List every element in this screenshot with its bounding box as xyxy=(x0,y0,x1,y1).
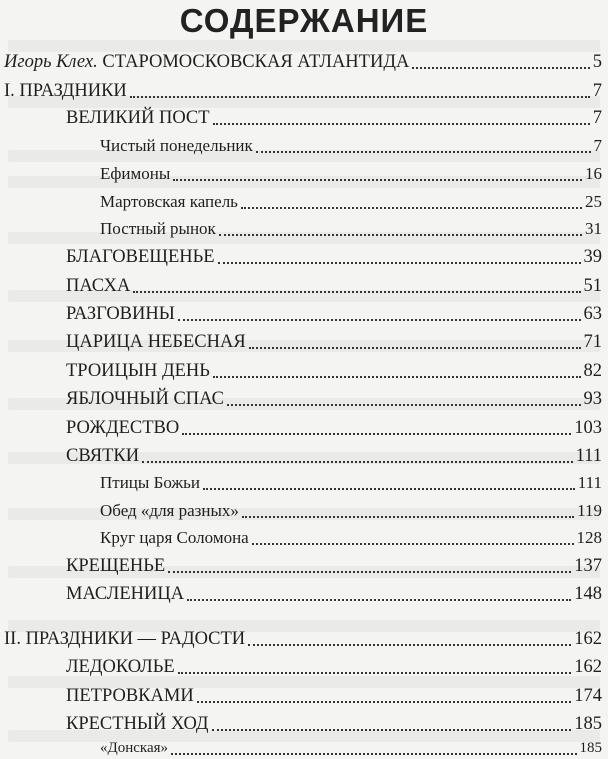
toc-entry-chapter[interactable] xyxy=(66,551,602,577)
dot-leader xyxy=(130,94,590,98)
toc-entry-subchapter[interactable] xyxy=(100,214,602,240)
toc-entry-title: Ефимоны xyxy=(100,164,171,183)
toc-page-number: 5 xyxy=(592,52,602,72)
dot-leader xyxy=(212,727,572,731)
toc-entry-chapter[interactable] xyxy=(66,242,602,268)
dot-leader xyxy=(219,232,582,236)
dot-leader xyxy=(242,514,574,518)
toc-entry-title: СВЯТКИ xyxy=(66,446,140,466)
dot-leader xyxy=(218,260,581,264)
toc-entry-title: БЛАГОВЕЩЕНЬЕ xyxy=(66,247,215,267)
toc-page-number: 119 xyxy=(577,501,602,520)
dot-leader xyxy=(178,317,581,321)
toc-entry-title: Чистый понедельник xyxy=(100,136,253,155)
toc-entry-part-2[interactable] xyxy=(4,624,602,650)
dot-leader xyxy=(249,345,581,349)
toc-entry-title: Игорь Клех. СТАРОМОСКОВСКАЯ АТЛАНТИДА xyxy=(4,52,410,72)
dot-leader xyxy=(203,486,575,490)
toc-page-number: 128 xyxy=(576,528,602,547)
toc-entry-chapter[interactable] xyxy=(66,681,602,707)
toc-entry-chapter[interactable] xyxy=(66,384,602,410)
toc-page-number: 25 xyxy=(585,192,602,211)
toc-entry-chapter[interactable] xyxy=(66,356,602,382)
toc-page-number: 7 xyxy=(593,136,602,155)
toc-entry-title: КРЕСТНЫЙ ХОД xyxy=(66,714,209,734)
toc-entry-chapter[interactable] xyxy=(66,579,602,605)
toc-page-number: 7 xyxy=(592,81,602,101)
toc-entry-chapter[interactable] xyxy=(66,271,602,297)
toc-entry-title: МАСЛЕНИЦА xyxy=(66,584,185,604)
dot-leader xyxy=(182,431,571,435)
toc-page-number: 31 xyxy=(585,219,602,238)
toc-entry-title: I. ПРАЗДНИКИ xyxy=(4,81,127,101)
dot-leader xyxy=(227,402,581,406)
dot-leader xyxy=(168,569,571,573)
toc-entry-chapter[interactable] xyxy=(66,327,602,353)
toc-entry-title: Круг царя Соломона xyxy=(100,528,249,547)
toc-page-number: 185 xyxy=(579,740,602,756)
toc-page-number: 111 xyxy=(577,473,602,492)
toc-entry-title: Обед «для разных» xyxy=(100,501,239,520)
toc-entry-chapter[interactable] xyxy=(66,652,602,678)
toc-entry-subchapter[interactable] xyxy=(100,468,602,494)
dot-leader xyxy=(241,205,582,209)
dot-leader xyxy=(213,121,590,125)
toc-page-number: 63 xyxy=(583,304,602,324)
toc-entry-title: ЛЕДОКОЛЬЕ xyxy=(66,657,175,677)
toc-entry-subchapter[interactable] xyxy=(100,131,602,157)
toc-page-number: 16 xyxy=(585,164,602,183)
toc-page-number: 39 xyxy=(583,247,602,267)
toc-entry-title: ЯБЛОЧНЫЙ СПАС xyxy=(66,389,224,409)
toc-page-number: 162 xyxy=(574,629,602,649)
toc-page-number: 71 xyxy=(583,332,602,352)
dot-leader xyxy=(412,65,589,69)
toc-entry-title: ЦАРИЦА НЕБЕСНАЯ xyxy=(66,332,246,352)
toc-entry-title: II. ПРАЗДНИКИ — РАДОСТИ xyxy=(4,629,246,649)
toc-entry-chapter[interactable] xyxy=(66,413,602,439)
toc-entry-part-1[interactable] xyxy=(4,76,602,102)
toc-entry-subchapter[interactable] xyxy=(100,523,602,549)
toc-entry-title: РОЖДЕСТВО xyxy=(66,418,180,438)
toc-entry-title: ВЕЛИКИЙ ПОСТ xyxy=(66,108,210,128)
toc-entry-subchapter[interactable] xyxy=(100,187,602,213)
dot-leader xyxy=(256,149,591,153)
toc-entry-chapter[interactable] xyxy=(66,441,602,467)
toc-page-number: 93 xyxy=(583,389,602,409)
toc-entry-subchapter[interactable] xyxy=(100,496,602,522)
dot-leader xyxy=(142,459,573,463)
toc-entry-title: ТРОИЦЫН ДЕНЬ xyxy=(66,361,210,381)
toc-entry-chapter[interactable] xyxy=(66,103,602,129)
toc-entry-introduction[interactable] xyxy=(4,47,602,73)
toc-entry-subchapter[interactable] xyxy=(100,733,602,759)
dot-leader xyxy=(213,374,581,378)
dot-leader xyxy=(173,177,582,181)
toc-entry-title: «Донская» xyxy=(100,740,169,756)
dot-leader xyxy=(187,597,571,601)
toc-entry-title: Мартовская капель xyxy=(100,192,238,211)
toc-entry-title: ПАСХА xyxy=(66,276,131,296)
toc-page-number: 111 xyxy=(575,446,602,466)
dot-leader xyxy=(133,289,580,293)
toc-page-number: 137 xyxy=(574,556,602,576)
toc-entry-title: ПЕТРОВКАМИ xyxy=(66,686,194,706)
toc-entry-chapter[interactable] xyxy=(66,709,602,735)
dot-leader xyxy=(252,541,574,545)
toc-page-number: 103 xyxy=(574,418,602,438)
toc-entry-author: Игорь Клех. xyxy=(4,52,98,72)
dot-leader xyxy=(248,642,571,646)
toc-page-number: 51 xyxy=(583,276,602,296)
dot-leader xyxy=(171,751,576,755)
toc-entry-title: РАЗГОВИНЫ xyxy=(66,304,175,324)
toc-page-number: 82 xyxy=(583,361,602,381)
toc-page-number: 185 xyxy=(574,714,602,734)
toc-page-number: 174 xyxy=(574,686,602,706)
toc-entry-title: Постный рынок xyxy=(100,219,216,238)
toc-entry-chapter[interactable] xyxy=(66,299,602,325)
toc-entry-title: КРЕЩЕНЬЕ xyxy=(66,556,166,576)
dot-leader xyxy=(197,699,572,703)
toc-page-number: 7 xyxy=(592,108,602,128)
page-title: СОДЕРЖАНИЕ xyxy=(179,2,429,39)
toc-entry-title: Птицы Божьи xyxy=(100,473,201,492)
toc-page-number: 162 xyxy=(574,657,602,677)
toc-entry-subchapter[interactable] xyxy=(100,159,602,185)
toc-page-number: 148 xyxy=(574,584,602,604)
dot-leader xyxy=(178,670,572,674)
